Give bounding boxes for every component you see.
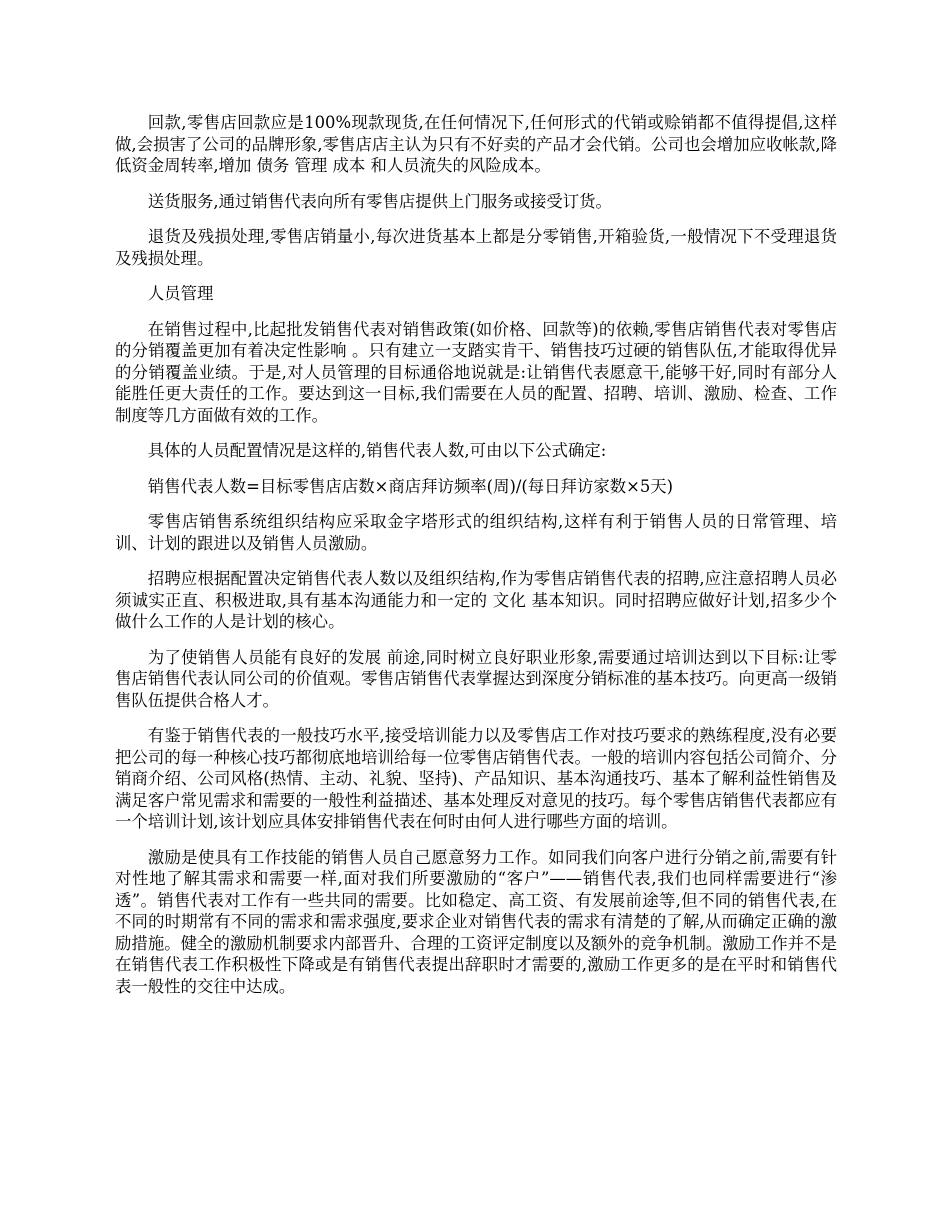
document-body <box>115 112 837 1011</box>
section-heading-personnel: 人员管理 <box>147 284 214 303</box>
paragraph-formula: 销售代表人数=目标零售店店数×商店拜访频率(周)/(每日拜访家数×5天) <box>147 476 674 496</box>
paragraph-training-content: 有鉴于销售代表的一般技巧水平,接受培训能力以及零售店工作对技巧要求的熟练程度,没有必要把公司的每一种核心技巧都彻底地培训给每一位零售店销售代表。一般的培训内容包括公司简介、分销商介绍、公司风格(热情、主动、礼貌、坚持)、产品知识、基本沟通技巧、基本了解利益性销售及满足客户常见需求和需要的一般性利益描述、基本处理反对意见的技巧。每个零售店销售代表都应有一个培训计划,该计划应具体安排销售代表在何时由何人进行哪些方面的培训。 <box>115 726 837 831</box>
paragraph-payment: 回款,零售店回款应是100%现款现货,在任何情况下,任何形式的代销或赊销都不值得提倡,这样做,会损害了公司的品牌形象,零售店店主认为只有不好卖的产品才会代销。公司也会增加应收帐款,降低资金周转率,增加 债务 管理 成本 和人员流失的风险成本。 <box>115 113 837 175</box>
paragraph-delivery: 送货服务,通过销售代表向所有零售店提供上门服务或接受订货。 <box>147 191 612 211</box>
paragraph-motivation: 激励是使具有工作技能的销售人员自己愿意努力工作。如同我们向客户进行分销之前,需要有针对性地了解其需求和需要一样,面对我们所要激励的“客户”——销售代表,我们也同样需要进行“渗透”。销售代表对工作有一些共同的需要。比如稳定、高工资、有发展前途等,但不同的销售代表,在不同的时期常有不同的需求和需求强度,要求企业对销售代表的需求有清楚的了解,从而确定正确的激励措施。健全的激励机制要求内部晋升、合理的工资评定制度以及额外的竞争机制。激励工作并不是在销售代表工作积极性下降或是有销售代表提出辞职时才需要的,激励工作更多的是在平时和销售代表一般性的交往中达成。 <box>115 847 837 996</box>
paragraph-training-goals: 为了使销售人员能有良好的发展 前途,同时树立良好职业形象,需要通过培训达到以下目标:让零售店销售代表认同公司的价值观。零售店销售代表掌握达到深度分销标准的基本技巧。向更高一级销售队伍提供合格人才。 <box>115 647 837 710</box>
paragraph-personnel-intro: 在销售过程中,比起批发销售代表对销售政策(如价格、回款等)的依赖,零售店销售代表对零售店的分销覆盖更加有着决定性影响 。只有建立一支踏实肯干、销售技巧过硬的销售队伍,才能取得优异的分销覆盖业绩。于是,对人员管理的目标通俗地说就是:让销售代表愿意干,能够干好,同时有部分人能胜任更大责任的工作。要达到这一目标,我们需要在人员的配置、招聘、培训、激励、检查、工作制度等几方面做有效的工作。 <box>115 319 837 425</box>
paragraph-returns: 退货及残损处理,零售店销量小,每次进货基本上都是分零销售,开箱验货,一般情况下不受理退货及残损处理。 <box>115 227 837 268</box>
paragraph-recruiting: 招聘应根据配置决定销售代表人数以及组织结构,作为零售店销售代表的招聘,应注意招聘人员必须诚实正直、积极进取,具有基本沟通能力和一定的 文化 基本知识。同时招聘应做好计划,招多少个做什么工作的人是计划的核心。 <box>115 569 837 631</box>
paragraph-staffing: 具体的人员配置情况是这样的,销售代表人数,可由以下公式确定: <box>147 441 607 460</box>
paragraph-org-structure: 零售店销售系统组织结构应采取金字塔形式的组织结构,这样有利于销售人员的日常管理、培训、计划的跟进以及销售人员激励。 <box>115 512 837 553</box>
